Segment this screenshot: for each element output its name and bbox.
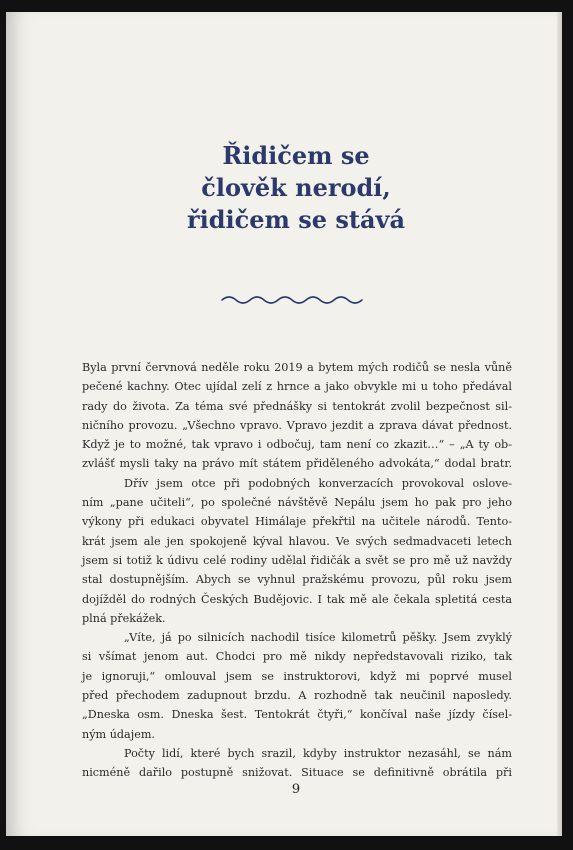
chapter-body-text [82, 358, 512, 783]
chapter-title [6, 140, 573, 236]
chapter-title-line: člověk nerodí, [201, 173, 391, 202]
text-line: je ignoruji,“ omlouval jsem se instruktorovi, když mi poprvé musel [82, 669, 512, 683]
text-line: jsem si totiž k údivu celé rodiny udělal řidičák a svět se pro mě už navždy [82, 553, 512, 567]
text-line: ničního provozu. „Všechno vpravo. Vpravo jezdit a zprava dávat přednost. [82, 418, 512, 432]
text-line: „Víte, já po silnicích nachodil tisíce kilometrů pěšky. Jsem zvyklý [124, 631, 512, 645]
paragraph [82, 744, 512, 783]
text-line: před přechodem zadupnout brzdu. A rozhodně tak neučinil naposledy. [82, 689, 512, 703]
text-line: ným údajem. [82, 727, 155, 741]
text-line: plná překážek. [82, 611, 166, 625]
text-line: zvlášť mysli taky na právo mít státem přiděleného advokáta,“ dodal bratr. [82, 457, 512, 471]
text-line: ním „pane učiteli“, po společné návštěvě Nepálu jsem ho pak pro jeho [82, 496, 512, 510]
text-line: si všímat jenom aut. Chodci pro mě nikdy nepředstavovali riziko, tak [82, 650, 512, 664]
text-line: krát jsem ale jen spokojeně kýval hlavou. Ve svých sedmadvaceti letech [82, 534, 512, 548]
text-line: stal dostupnějším. Abych se vyhnul pražskému provozu, půl roku jsem [82, 573, 512, 587]
text-line: rady do života. Za téma své přednášky si tentokrát zvolil bezpečnost sil- [82, 399, 512, 413]
chapter-title-line: Řidičem se [222, 141, 370, 170]
text-line: Dřív jsem otce při podobných konverzacích provokoval oslove- [124, 476, 512, 490]
paragraph [82, 474, 512, 628]
text-line: Když je to možné, tak vpravo i odbočuj, tam není co zkazit…“ – „A ty ob- [82, 438, 512, 452]
chapter-title-line: řidičem se stává [186, 205, 406, 234]
text-line: nicméně dařilo postupně snižovat. Situace se definitivně obrátila při [82, 766, 512, 780]
text-line: pečené kachny. Otec ujídal zelí z hrnce a jako obvykle mi u toho předával [82, 380, 512, 394]
paragraph [82, 358, 512, 474]
wave-ornament-icon [220, 292, 368, 306]
paragraph [82, 628, 512, 744]
text-line: Byla první červnová neděle roku 2019 a bytem mých rodičů se nesla vůně [82, 361, 512, 374]
text-line: výkony při edukaci obyvatel Himálaje překřtil na učitele národů. Tento- [82, 515, 512, 529]
page-number: 9 [291, 782, 301, 797]
page-edge [557, 12, 562, 836]
text-line: dojížděl do rodných Českých Budějovic. I tak mě ale čekala spletitá cesta [82, 592, 512, 606]
text-line: Počty lidí, které bych srazil, kdyby instruktor nezasáhl, se nám [124, 746, 512, 760]
book-page [6, 12, 562, 836]
text-line: „Dneska osm. Dneska šest. Tentokrát čtyři,“ končíval naše jízdy čísel- [82, 708, 512, 722]
